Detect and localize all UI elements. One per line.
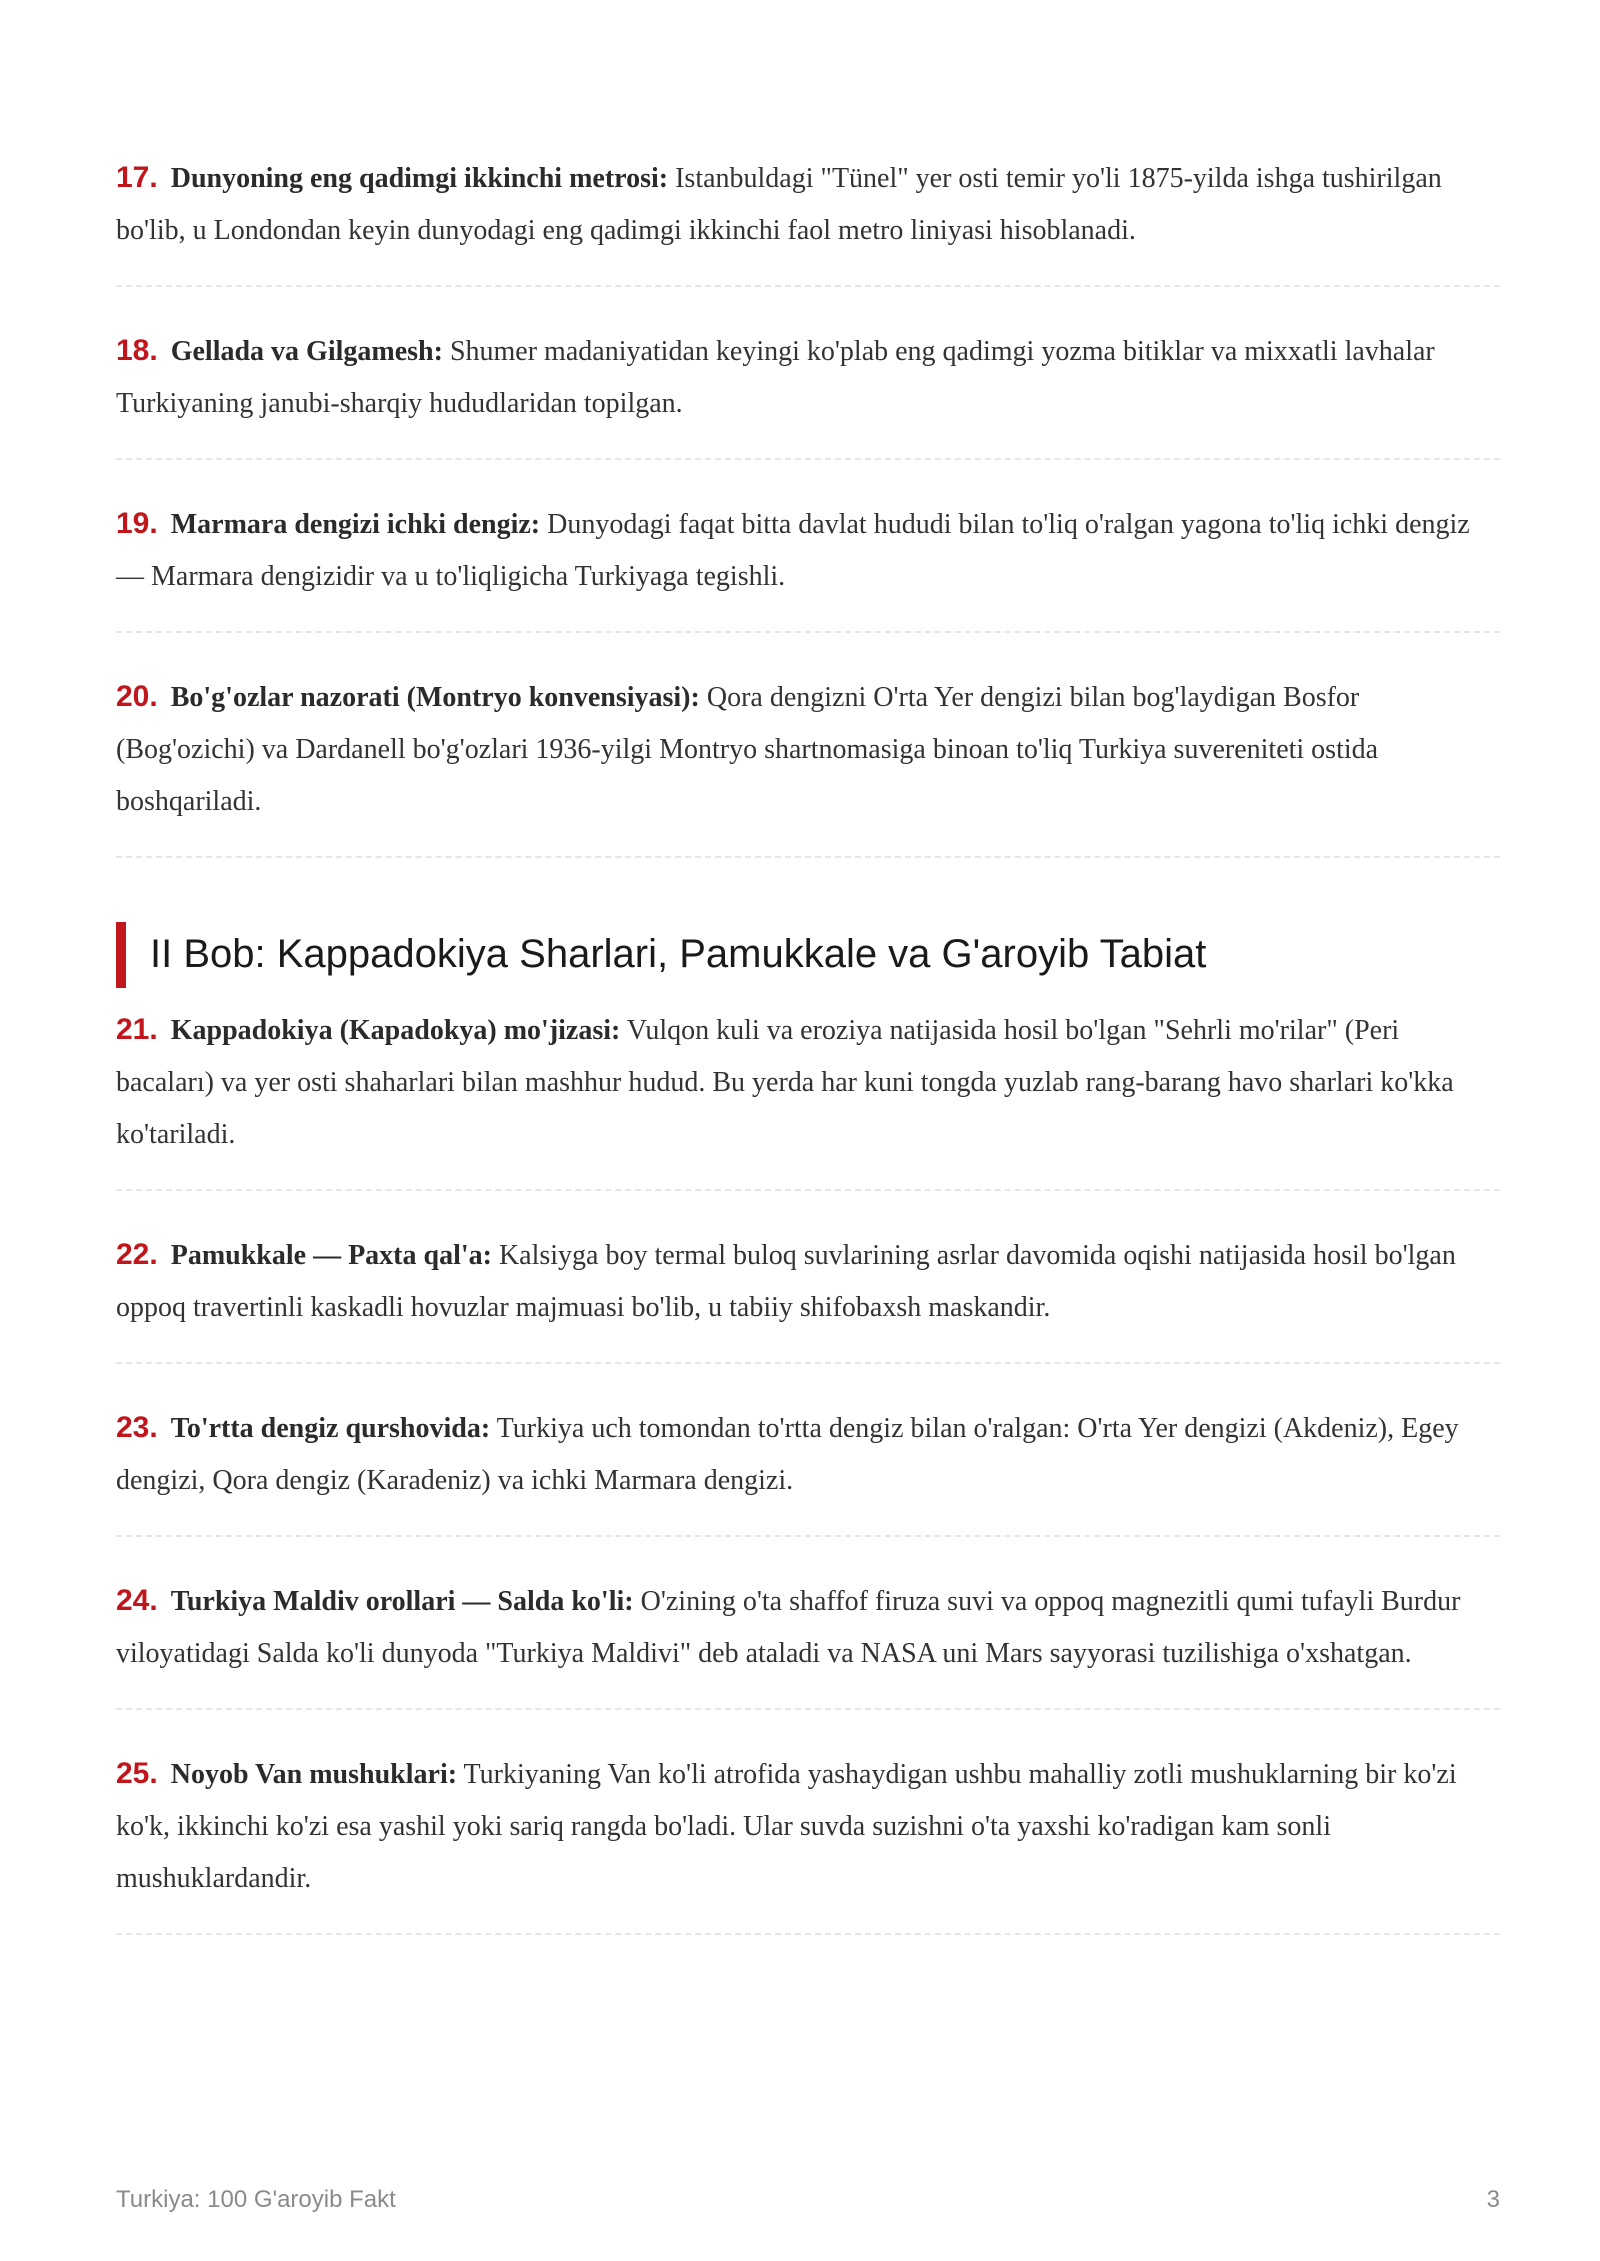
fact-title: To'rtta dengiz qurshovida: [170,1413,491,1444]
footer-title: Turkiya: 100 G'aroyib Fakt [116,2186,396,2213]
fact-text: O'zining o'ta shaffof firuza suvi va oppoq magnezitli qumi tufayli Burdur viloyatidagi Salda ko'li dunyoda "Turkiya Maldivi" deb ataladi va NASA uni Mars sayyorasi tuzilishiga o'xshatgan. [116,1586,1461,1669]
fact-item [116,671,1500,858]
page-number: 3 [1486,2186,1500,2213]
fact-item [116,1575,1500,1710]
fact-number: 24. [116,1584,158,1617]
fact-text: Istanbuldagi "Tünel" yer osti temir yo'li 1875-yilda ishga tushirilgan bo'lib, u Londondan keyin dunyodagi eng qadimgi ikkinchi faol metro liniyasi hisoblanadi. [116,163,1442,246]
fact-number: 17. [116,161,158,194]
section-accent-bar [116,922,126,988]
fact-text: Vulqon kuli va eroziya natijasida hosil bo'lgan "Sehrli mo'rilar" (Peri bacaları) va yer osti shaharlari bilan mashhur hudud. Bu yerda har kuni tongda yuzlab rang-barang havo sharlari ko'kka ko'tariladi. [116,1015,1454,1150]
fact-number: 21. [116,1013,158,1046]
section-heading [116,928,1500,980]
fact-title: Gellada va Gilgamesh: [170,336,443,367]
fact-item [116,498,1500,633]
section-heading-text: II Bob: Kappadokiya Sharlari, Pamukkale va G'aroyib Tabiat [150,932,1207,976]
fact-text: Shumer madaniyatidan keyingi ko'plab eng qadimgi yozma bitiklar va mixxatli lavhalar Turkiyaning janubi-sharqiy hududlaridan topilgan. [116,336,1435,419]
fact-number: 20. [116,680,158,713]
fact-title: Bo'g'ozlar nazorati (Montryo konvensiyasi): [170,682,700,713]
fact-text: Dunyodagi faqat bitta davlat hududi bilan to'liq o'ralgan yagona to'liq ichki dengiz — Marmara dengizidir va u to'liqligicha Turkiyaga tegishli. [116,509,1470,592]
fact-item [116,325,1500,460]
fact-number: 22. [116,1238,158,1271]
fact-item [116,1004,1500,1191]
fact-number: 23. [116,1411,158,1444]
fact-text: Turkiya uch tomondan to'rtta dengiz bilan o'ralgan: O'rta Yer dengizi (Akdeniz), Egey dengizi, Qora dengiz (Karadeniz) va ichki Marmara dengizi. [116,1413,1459,1496]
fact-title: Pamukkale — Paxta qal'a: [170,1240,492,1271]
fact-text: Qora dengizni O'rta Yer dengizi bilan bog'laydigan Bosfor (Bog'ozichi) va Dardanell bo'g'ozlari 1936-yilgi Montryo shartnomasiga binoan to'liq Turkiya suvereniteti ostida boshqariladi. [116,682,1379,817]
fact-text: Kalsiyga boy termal buloq suvlarining asrlar davomida oqishi natijasida hosil bo'lgan oppoq travertinli kaskadli hovuzlar majmuasi bo'lib, u tabiiy shifobaxsh maskandir. [116,1240,1456,1323]
fact-title: Noyob Van mushuklari: [170,1759,458,1790]
fact-item [116,1229,1500,1364]
fact-number: 19. [116,507,158,540]
fact-number: 25. [116,1757,158,1790]
fact-title: Marmara dengizi ichki dengiz: [170,509,541,540]
fact-number: 18. [116,334,158,367]
fact-text: Turkiyaning Van ko'li atrofida yashaydigan ushbu mahalliy zotli mushuklarning bir ko'zi ko'k, ikkinchi ko'zi esa yashil yoki sariq rangda bo'ladi. Ular suvda suzishni o'ta yaxshi ko'radigan kam sonli mushuklardandir. [116,1759,1457,1894]
fact-title: Turkiya Maldiv orollari — Salda ko'li: [170,1586,634,1617]
fact-title: Kappadokiya (Kapadokya) mo'jizasi: [170,1015,621,1046]
fact-item [116,1402,1500,1537]
document-page [116,0,1500,1935]
fact-item [116,152,1500,287]
fact-item [116,1748,1500,1935]
fact-title: Dunyoning eng qadimgi ikkinchi metrosi: [170,163,669,194]
